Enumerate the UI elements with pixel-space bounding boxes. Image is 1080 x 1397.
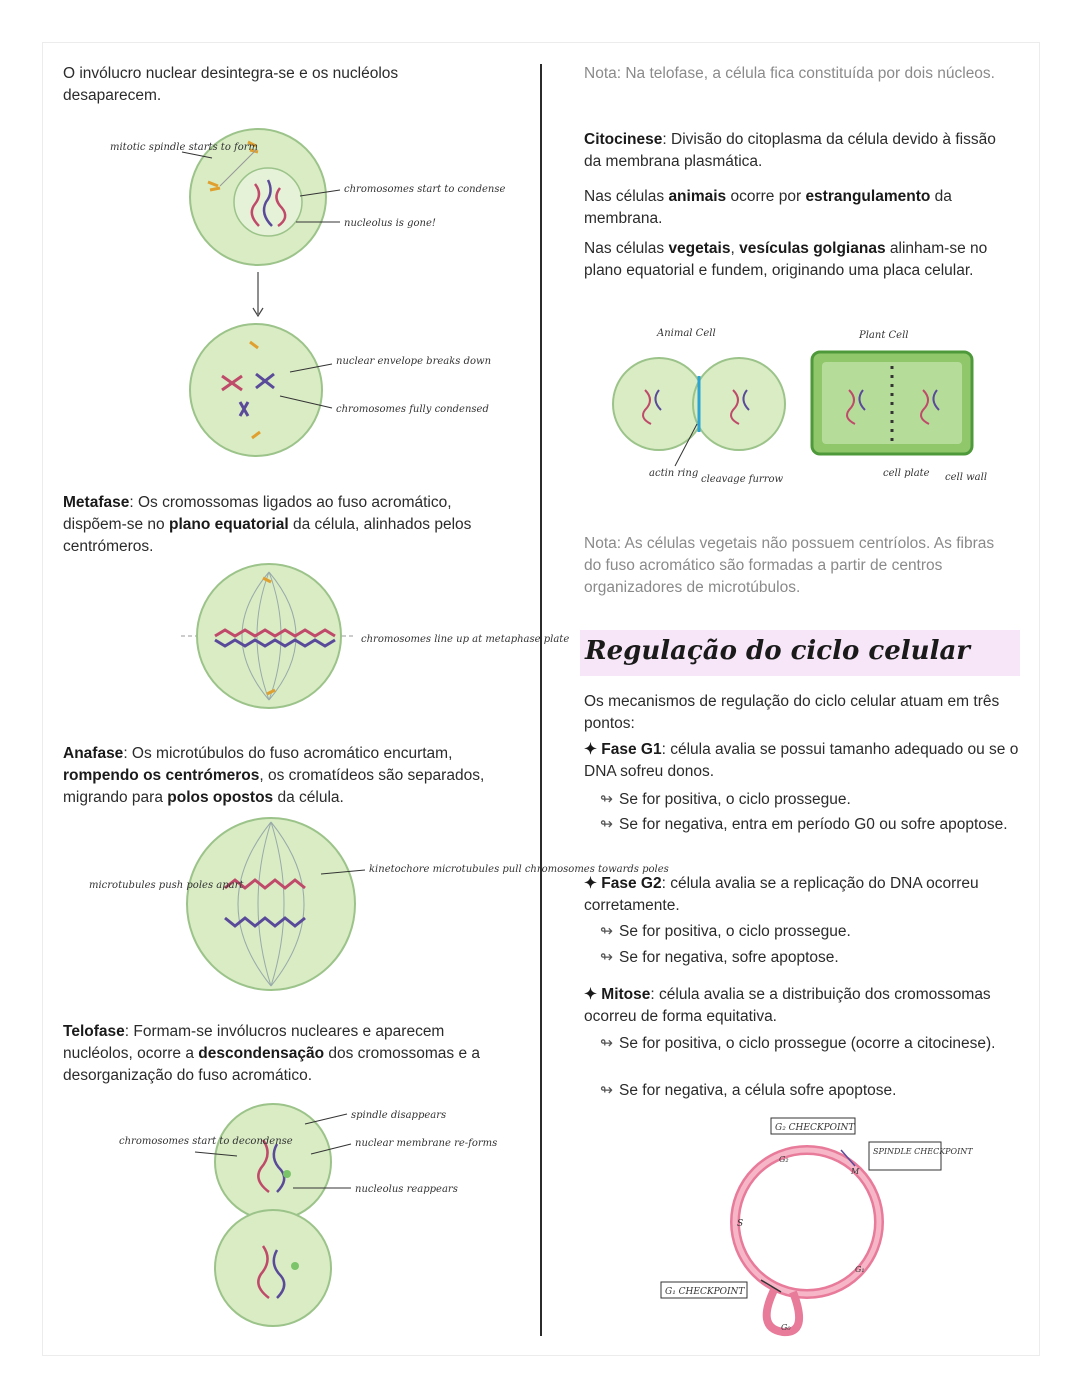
cell-cycle-diagram	[655, 1112, 973, 1337]
label-nucleolus-reappears: nucleolus reappears	[355, 1184, 458, 1195]
telophase-text-b: dos cromossomas e a desorganização do fuso acromático.	[63, 1045, 480, 1084]
cell-body-top	[215, 1104, 331, 1220]
telophase-bold: descondensação	[198, 1045, 325, 1062]
label-g2: G₂	[779, 1155, 789, 1164]
cytokinesis-text	[584, 129, 1004, 173]
nucleus	[234, 168, 302, 236]
metaphase-text	[63, 492, 493, 558]
label-g2-checkpoint: G₂ CHECKPOINT	[775, 1123, 855, 1133]
label-spindle-disappears: spindle disappears	[351, 1110, 447, 1121]
label-metaphase: chromosomes line up at metaphase plate	[361, 634, 570, 645]
label-condensed: chromosomes fully condensed	[336, 404, 489, 415]
arrow-icon: ↬	[600, 1082, 613, 1099]
anaphase-text	[63, 743, 503, 809]
bold-part: vegetais	[668, 240, 731, 257]
g1-negative-text: Se for negativa, entra em período G0 ou sofre apoptose.	[619, 816, 1008, 833]
note-telophase	[584, 63, 1004, 85]
arrow-icon: ↬	[600, 791, 613, 808]
anaphase-bold-1: rompendo os centrómeros	[63, 767, 260, 784]
nucleolus	[283, 1170, 291, 1178]
cytokinesis-term: Citocinese	[584, 131, 663, 148]
label-spindle: mitotic spindle starts to form	[110, 142, 259, 153]
label-kinetochore: kinetochore microtubules pull chromosomes towards poles	[369, 864, 669, 875]
label-g0: G₀	[781, 1323, 791, 1332]
anaphase-text-b: , os cromatídeos são separados, migrando para	[63, 767, 485, 806]
g1-text	[584, 739, 1019, 783]
telophase-text	[63, 1021, 503, 1087]
anaphase-term: Anafase	[63, 745, 124, 762]
metaphase-text-b: da célula, alinhados pelos centrómeros.	[63, 516, 472, 555]
mitosis-title: ✦ Mitose	[584, 986, 651, 1003]
label-microtubules: microtubules push poles apart	[89, 880, 244, 891]
text-part: Nas células	[584, 240, 669, 257]
mitosis-negative-text: Se for negativa, a célula sofre apoptose.	[619, 1082, 897, 1099]
label-cell-plate: cell plate	[883, 468, 930, 479]
g1-title: ✦ Fase G1	[584, 741, 662, 758]
g1-body: : célula avalia se possui tamanho adequado ou se o DNA sofreu donos.	[584, 741, 1019, 780]
regulation-intro-text: Os mecanismos de regulação do ciclo celular atuam em três pontos:	[584, 693, 1000, 732]
label-plant-cell: Plant Cell	[859, 330, 909, 341]
g2-text	[584, 873, 1019, 917]
metaphase-text-a: : Os cromossomas ligados ao fuso acromático, dispõem-se no	[63, 494, 452, 533]
cytokinesis-diagram	[605, 320, 1005, 500]
metaphase-bold: plano equatorial	[168, 516, 289, 533]
mitosis-positive	[584, 1033, 1004, 1055]
prophase-diagram-1	[100, 122, 506, 292]
label-m: M	[851, 1167, 860, 1176]
label-membrane: nuclear membrane re-forms	[355, 1138, 498, 1149]
metaphase-diagram	[175, 562, 570, 712]
g2-positive	[600, 921, 1020, 943]
nucleolus	[291, 1262, 299, 1270]
label-cell-wall: cell wall	[945, 472, 988, 483]
anaphase-text-c: da célula.	[273, 789, 344, 806]
telophase-term: Telofase	[63, 1023, 125, 1040]
section-title: Regulação do ciclo celular	[585, 636, 970, 666]
g1-negative	[584, 814, 1019, 836]
animal-cells-text	[584, 186, 1004, 230]
g2-body: : célula avalia se a replicação do DNA ocorreu corretamente.	[584, 875, 979, 914]
bold-part: vesículas golgianas	[739, 240, 886, 257]
note-centrioles-text: Nota: As células vegetais não possuem centríolos. As fibras do fuso acromático são formadas a partir de centros organizadores de microtúbulos.	[584, 535, 995, 596]
arrow-icon: ↬	[600, 949, 613, 966]
cytokinesis-body: : Divisão do citoplasma da célula devido à fissão da membrana plasmática.	[584, 131, 996, 170]
label-animal-cell: Animal Cell	[657, 328, 716, 339]
arrow-icon: ↬	[600, 923, 613, 940]
bold-part: estrangulamento	[805, 188, 931, 205]
label-actin-ring: actin ring	[649, 468, 699, 479]
g2-title: ✦ Fase G2	[584, 875, 662, 892]
label-g1-checkpoint: G₁ CHECKPOINT	[665, 1287, 745, 1297]
g2-positive-text: Se for positiva, o ciclo prossegue.	[619, 923, 851, 940]
note-telophase-text: Nota: Na telofase, a célula fica constituída por dois núcleos.	[584, 65, 995, 82]
arrow-icon: ↬	[600, 816, 613, 833]
mitosis-text	[584, 984, 1004, 1028]
g1-positive-text: Se for positiva, o ciclo prossegue.	[619, 791, 851, 808]
telophase-text-a: : Formam-se invólucros nucleares e aparecem nucléolos, ocorre a	[63, 1023, 445, 1062]
cell-body	[197, 564, 341, 708]
prophase-diagram-2	[160, 320, 492, 460]
label-chromosomes: chromosomes start to condense	[344, 184, 506, 195]
anaphase-text-a: : Os microtúbulos do fuso acromático encurtam,	[123, 745, 453, 762]
prophase-text	[63, 63, 483, 107]
down-arrow	[250, 272, 266, 318]
anaphase-bold-2: polos opostos	[167, 789, 274, 806]
cell-body	[187, 818, 355, 990]
bold-part: animais	[668, 188, 727, 205]
text-part: da membrana.	[584, 188, 952, 227]
g1-positive	[600, 789, 1020, 811]
note-centrioles	[584, 533, 1004, 599]
label-cleavage-furrow: cleavage furrow	[701, 474, 784, 485]
mitosis-body: : célula avalia se a distribuição dos cromossomas ocorreu de forma equitativa.	[584, 986, 991, 1025]
text-part: alinham-se no plano equatorial e fundem, originando uma placa celular.	[584, 240, 988, 279]
label-nucleolus: nucleolus is gone!	[344, 218, 436, 229]
telophase-diagram	[105, 1100, 498, 1332]
mitosis-negative	[600, 1080, 1020, 1102]
plant-cells-text	[584, 238, 1009, 282]
arrow-icon: ↬	[600, 1035, 613, 1052]
text-part: ocorre por	[726, 188, 806, 205]
g2-negative	[600, 947, 1020, 969]
text-part: ,	[730, 240, 740, 257]
label-envelope: nuclear envelope breaks down	[336, 356, 492, 367]
prophase-text-body: O invólucro nuclear desintegra-se e os nucléolos desaparecem.	[63, 65, 399, 104]
label-s: S	[737, 1219, 744, 1229]
regulation-intro	[584, 691, 1014, 735]
metaphase-term: Metafase	[63, 494, 130, 511]
column-divider	[540, 64, 542, 1336]
animal-daughter-right	[693, 358, 785, 450]
g2-negative-text: Se for negativa, sofre apoptose.	[619, 949, 839, 966]
label-decondense: chromosomes start to decondense	[119, 1136, 293, 1147]
text-part: Nas células	[584, 188, 669, 205]
label-g1: G₁	[855, 1265, 865, 1274]
mitosis-positive-text: Se for positiva, o ciclo prossegue (ocorre a citocinese).	[619, 1035, 996, 1052]
cell-body-bottom	[215, 1210, 331, 1326]
animal-daughter-left	[613, 358, 705, 450]
label-spindle-checkpoint: SPINDLE CHECKPOINT	[873, 1147, 973, 1156]
